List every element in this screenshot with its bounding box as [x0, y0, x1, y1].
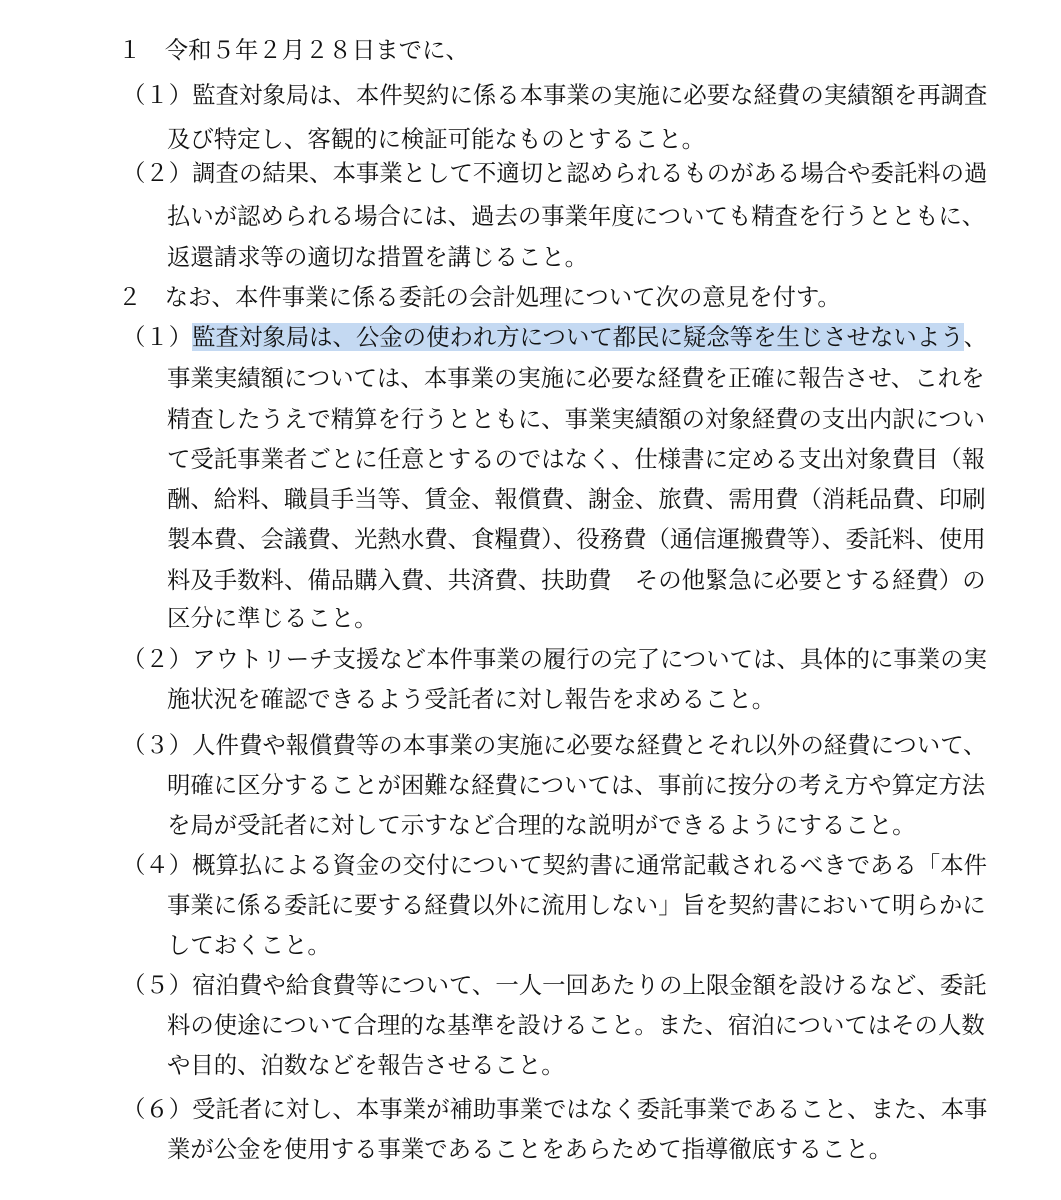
item-2-1-line-2 [167, 358, 985, 398]
text-line: （６）受託者に対し、本事業が補助事業ではなく委託事業であること、また、本事 [122, 1095, 988, 1123]
item-2-6-line-2 [167, 1129, 892, 1169]
text-line: １ 令和５年２月２８日までに、 [118, 36, 469, 64]
text-line: て受託事業者ごとに任意とするのではなく、仕様書に定める支出対象費目（報 [167, 445, 986, 473]
text-line: （１）監査対象局は、本件契約に係る本事業の実施に必要な経費の実績額を再調査 [122, 81, 988, 109]
text-line: や目的、泊数などを報告させること。 [167, 1051, 565, 1079]
text-line: 業が公金を使用する事業であることをあらためて指導徹底すること。 [167, 1135, 893, 1163]
item-2-1-line-6 [167, 519, 986, 559]
text-line: 明確に区分することが困難な経費については、事前に按分の考え方や算定方法 [167, 771, 986, 799]
text-line: 及び特定し、客観的に検証可能なものとすること。 [167, 125, 705, 153]
item-2-4-line-2 [167, 885, 986, 925]
item-2-2-line-2 [167, 679, 775, 719]
text-line: 、 [963, 323, 987, 351]
item-2-1-line-3 [167, 399, 985, 439]
item-2-1-line-8 [167, 598, 378, 638]
item-2-1-line-4 [167, 439, 985, 479]
text-line: （２）アウトリーチ支援など本件事業の履行の完了については、具体的に事業の実 [122, 645, 987, 673]
text-line: 事業に係る委託に要する経費以外に流用しない」旨を契約書において明らかに [167, 891, 986, 919]
text-line: 区分に準じること。 [167, 604, 378, 632]
item-number: （１） [122, 323, 193, 351]
item-2-5-line-3 [167, 1045, 565, 1085]
item-2-1-line-5 [167, 479, 986, 519]
item-2-3-line-3 [167, 805, 916, 845]
text-line: 返還請求等の適切な措置を講じること。 [167, 243, 589, 271]
text-line: 施状況を確認できるよう受託者に対し報告を求めること。 [167, 685, 776, 713]
text-line: を局が受託者に対して示すなど合理的な説明ができるようにすること。 [167, 811, 916, 839]
text-line: しておくこと。 [167, 931, 331, 959]
text-line: 料及手数料、備品購入費、共済費、扶助費 その他緊急に必要とする経費）の [167, 566, 986, 594]
text-line: 製本費、会議費、光熱水費、食糧費）、役務費（通信運搬費等）、委託料、使用 [167, 525, 986, 553]
text-line: （３）人件費や報償費等の本事業の実施に必要な経費とそれ以外の経費について、 [122, 731, 987, 759]
item-2-4-line-3 [167, 925, 331, 965]
item-2-3-line-1 [122, 725, 987, 765]
item-2-5-line-1 [122, 965, 987, 1005]
text-line: 事業実績額については、本事業の実施に必要な経費を正確に報告させ、これを [167, 364, 985, 392]
item-2-1-line-1[interactable] [122, 317, 987, 357]
text-line: ２ なお、本件事業に係る委託の会計処理について次の意見を付す。 [118, 283, 841, 311]
text-line: （２）調査の結果、本事業として不適切と認められるものがある場合や委託料の過 [122, 159, 988, 187]
text-line: （４）概算払による資金の交付について契約書に通常記載されるべきである「本件 [122, 851, 987, 879]
section-2-heading [118, 277, 841, 317]
item-1-2-line-3 [167, 237, 588, 277]
section-1-heading [118, 30, 469, 70]
item-2-6-line-1 [122, 1089, 987, 1129]
item-1-2-line-1 [122, 153, 987, 193]
highlighted-text-selection[interactable]: 監査対象局は、公金の使われ方について都民に疑念等を生じさせないよう [192, 323, 964, 351]
text-line: （５）宿泊費や給食費等について、一人一回あたりの上限金額を設けるなど、委託 [122, 971, 987, 999]
text-line: 料の使途について合理的な基準を設けること。また、宿泊についてはその人数 [167, 1011, 985, 1039]
item-2-5-line-2 [167, 1005, 985, 1045]
item-2-3-line-2 [167, 765, 985, 805]
item-2-1-line-7 [167, 560, 986, 600]
text-line: 精査したうえで精算を行うとともに、事業実績額の対象経費の支出内訳につい [167, 405, 986, 433]
text-line: 酬、給料、職員手当等、賃金、報償費、謝金、旅費、需用費（消耗品費、印刷 [167, 485, 986, 513]
item-2-2-line-1 [122, 639, 987, 679]
text-line: 払いが認められる場合には、過去の事業年度についても精査を行うとともに、 [167, 202, 986, 230]
item-1-1-line-1 [122, 75, 987, 115]
item-1-2-line-2 [167, 196, 985, 236]
item-2-4-line-1 [122, 845, 987, 885]
